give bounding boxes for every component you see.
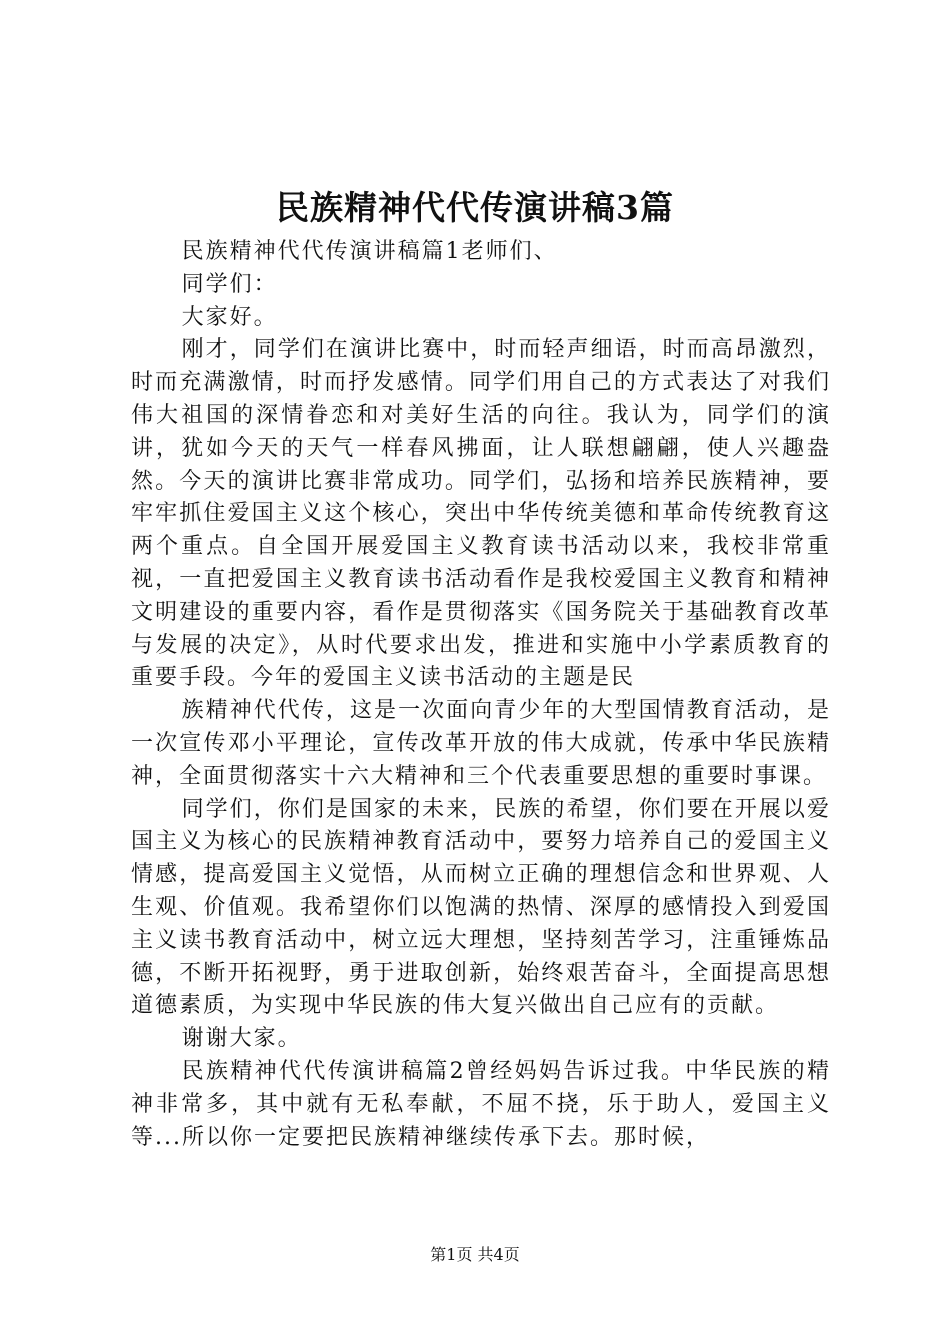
document-title: 民族精神代代传演讲稿3篇: [276, 188, 674, 227]
paragraph-salutation: 同学们：: [181, 271, 278, 297]
paragraph-greeting-line: 民族精神代代传演讲稿篇1老师们、: [181, 239, 558, 264]
paragraph-thanks: 谢谢大家。: [181, 1026, 302, 1052]
paragraph-main-2: 族精神代代传，这是一次面向青少年的大型国情教育活动，是一次宣传邓小平理论，宣传改革开放的伟大成就，传承中华民族精神，全面贯彻落实十六大精神和三个代表重要思想的重要时事课。: [131, 698, 831, 789]
paragraph-speech-2: 民族精神代代传演讲稿篇2曾经妈妈告诉过我。中华民族的精神非常多，其中就有无私奉献，不屈不挠，乐于助人，爱国主义等...所以你一定要把民族精神继续传承下去。那时候，: [131, 1058, 831, 1150]
paragraph-main-1: 刚才，同学们在演讲比赛中，时而轻声细语，时而高昂激烈，时而充满激情，时而抒发感情。同学们用自己的方式表达了对我们伟大祖国的深情眷恋和对美好生活的向往。我认为，同学们的演讲，犹如今天的天气一样春风拂面，让人联想翩翩，使人兴趣盎然。今天的演讲比赛非常成功。同学们，弘扬和培养民族精神，要牢牢抓住爱国主义这个核心，突出中华传统美德和革命传统教育这两个重点。自全国开展爱国主义教育读书活动以来，我校非常重视，一直把爱国主义教育读书活动看作是我校爱国主义教育和精神文明建设的重要内容，看作是贯彻落实《国务院关于基础教育改革与发展的决定》，从时代要求出发，推进和实施中小学素质教育的重要手段。今年的爱国主义读书活动的主题是民: [131, 337, 831, 691]
paragraph-hello: 大家好。: [181, 304, 278, 330]
paragraph-main-3: 同学们，你们是国家的未来，民族的希望，你们要在开展以爱国主义为核心的民族精神教育活动中，要努力培养自己的爱国主义情感，提高爱国主义觉悟，从而树立正确的理想信念和世界观、人生观、价值观。我希望你们以饱满的热情、深厚的感情投入到爱国主义读书教育活动中，树立远大理想，坚持刻苦学习，注重锤炼品德，不断开拓视野，勇于进取创新，始终艰苦奋斗，全面提高思想道德素质，为实现中华民族的伟大复兴做出自己应有的贡献。: [131, 796, 831, 1019]
document-body: [131, 236, 831, 1154]
page-footer: 第1页 共4页: [430, 1245, 520, 1264]
